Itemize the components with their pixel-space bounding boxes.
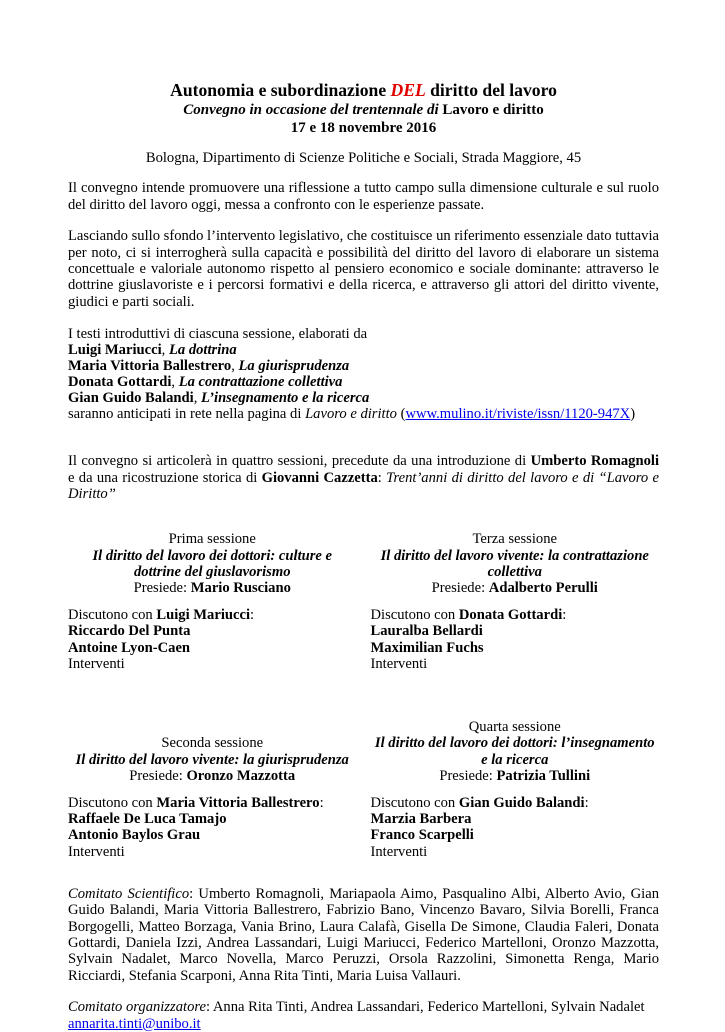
author-name: Gian Guido Balandi [68,390,194,407]
title-highlight: DEL [390,80,426,100]
sessions-intro-text: Il convegno si articolerà in quattro sessioni, precedute da una introduzione di [68,453,531,470]
paren-close: ) [630,406,636,423]
discutono-line [68,607,357,623]
journal-link[interactable]: www.mulino.it/riviste/issn/1120-947X [405,406,631,423]
discutono-label: Discutono con [68,607,157,624]
conference-subtitle [68,101,659,119]
interventi-label: Interventi [370,655,428,672]
author-name: Donata Gottardi [68,374,172,391]
colon: : [584,794,589,811]
speaker-name: Riccardo Del Punta [68,623,191,640]
speaker-name: Lauralba Bellardi [370,623,483,640]
session-2-discussants [68,795,357,860]
organizing-committee-label: Comitato organizzatore [68,999,206,1016]
author-line [68,342,659,358]
speaker-name: Antoine Lyon-Caen [68,639,191,656]
sessions-grid-row-1 [68,531,659,672]
presiede-label: Presiede: [129,767,187,784]
author-work: La contrattazione collettiva [178,374,343,391]
session-1-discussants [68,607,357,672]
presiede-label: Presiede: [439,767,497,784]
president-name: Oronzo Mazzotta [186,767,296,784]
colon: : [189,885,199,902]
session-title: Il diritto del lavoro dei dottori: l’insegnamento e la ricerca [374,735,655,768]
sessions-intro [68,453,659,502]
discutono-line [371,795,660,811]
discutono-line [371,607,660,623]
tail-pre: saranno anticipati in rete nella pagina di [68,406,306,423]
session-2-header [68,735,357,784]
presiede-line [371,580,660,596]
session-title: Il diritto del lavoro vivente: la contrattazione collettiva [380,547,649,580]
comma: , [193,390,198,407]
speaker-name: Franco Scarpelli [370,827,474,844]
session-name: Quarta sessione [468,719,561,736]
discutono-label: Discutono con [370,794,459,811]
lead-discussant: Maria Vittoria Ballestrero [156,794,320,811]
president-name: Patrizia Tullini [496,767,591,784]
conference-location: Bologna, Dipartimento di Scienze Politiche e Sociali, Strada Maggiore, 45 [145,150,582,166]
subtitle-italic: Convegno in occasione del trentennale di [183,102,443,118]
colon: : [319,794,324,811]
colon: : [250,607,255,624]
session-name: Seconda sessione [161,735,264,752]
subtitle-journal: Lavoro e diritto [442,102,544,118]
colon: : [377,469,387,486]
session-name: Prima sessione [168,531,256,548]
comma: , [231,358,235,375]
author-line [68,358,659,374]
historian-name: Giovanni Cazzetta [261,469,378,486]
lead-discussant: Donata Gottardi [458,607,563,624]
interventi-label: Interventi [370,843,428,860]
presiede-line [68,580,357,596]
president-name: Adalberto Perulli [488,580,598,597]
conference-title [68,80,659,101]
president-name: Mario Rusciano [190,580,291,597]
scientific-committee-members: Umberto Romagnoli, Mariapaola Aimo, Pasqualino Albi, Alberto Avio, Gian Guido Balandi, Maria Vittoria Ballestrero, Fabrizio Bano, Vincenzo Bavaro, Silvia Borelli, Franca Borgogelli, Matteo Borzaga, Vania Brino, Laura Calafà, Gisella De Simone, Claudia Faleri, Donata Gottardi, Daniela Izzi, Andrea Lassandari, Luigi Mariucci, Federico Martelloni, Oronzo Mazzotta, Sylvain Nadalet, Marco Novella, Marco Peruzzi, Orsola Razzolini, Simonetta Renga, Mario Ricciardi, Stefania Scarponi, Anna Rita Tinti, Maria Luisa Vallauri. [68,885,660,984]
speaker-name: Marzia Barbera [370,811,472,828]
speaker-name: Raffaele De Luca Tamajo [68,811,227,828]
author-name: Luigi Mariucci [68,342,162,359]
historical-title: Trent’anni di diritto del lavoro e di “Lavoro e Diritto” [68,469,659,503]
intro-paragraph-1: Il convegno intende promuovere una riflessione a tutto campo sulla dimensione culturale e sul ruolo del diritto del lavoro oggi, messa a confronto con le esperienze passate. [68,180,659,213]
discutono-label: Discutono con [68,794,157,811]
author-line [68,374,659,390]
sessions-intro-text: e da una ricostruzione storica di [68,469,262,486]
colon: : [205,999,213,1016]
texts-lead: I testi introduttivi di ciascuna sessione, elaborati da [68,326,368,343]
session-1-header [68,531,357,596]
interventi-label: Interventi [68,843,125,860]
sessions-grid-row-2 [68,701,659,860]
session-3-header [371,531,660,596]
organizing-committee-members: Anna Rita Tinti, Andrea Lassandari, Federico Martelloni, Sylvain Nadalet [212,999,645,1016]
texts-tail [68,406,659,422]
session-4-header [371,719,660,784]
presiede-label: Presiede: [133,580,191,597]
introducer-name: Umberto Romagnoli [530,453,659,470]
discutono-line [68,795,357,811]
paren-open: ( [400,406,406,423]
title-pre: Autonomia e subordinazione [170,80,391,100]
presiede-line [68,768,357,784]
title-post: diritto del lavoro [425,80,557,100]
author-work: L’insegnamento e la ricerca [201,390,370,407]
comma: , [161,342,166,359]
session-title: Il diritto del lavoro vivente: la giurisprudenza [75,751,349,768]
interventi-label: Interventi [68,655,125,672]
email-link[interactable]: annarita.tinti@unibo.it [68,1015,201,1032]
lead-discussant: Gian Guido Balandi [458,794,585,811]
comma: , [171,374,176,391]
presiede-label: Presiede: [431,580,489,597]
scientific-committee-label: Comitato Scientifico [68,885,190,902]
author-line [68,390,659,406]
journal-name: Lavoro e diritto [305,406,397,423]
session-title: Il diritto del lavoro dei dottori: culture e dottrine del giuslavorismo [92,547,333,580]
introductory-texts-block [68,326,659,422]
speaker-name: Antonio Baylos Grau [68,827,201,844]
colon: : [562,607,567,624]
author-work: La giurisprudenza [238,358,350,375]
organizing-committee [68,999,659,1015]
lead-discussant: Luigi Mariucci [156,607,251,624]
speaker-name: Maximilian Fuchs [370,639,484,656]
session-name: Terza sessione [472,531,557,548]
author-name: Maria Vittoria Ballestrero [68,358,232,375]
scientific-committee [68,886,659,984]
discutono-label: Discutono con [370,607,459,624]
presiede-line [371,768,660,784]
intro-paragraph-2: Lasciando sullo sfondo l’intervento legislativo, che costituisce un riferimento essenziale dato tuttavia per noto, ci si interrogherà sulla capacità e possibilità del diritto del lavoro di elaborare un sistema concettuale e valoriale autonomo rispetto al pensiero economico e sociale dominante: attraverso le dottrine giuslavoriste e i percorsi formativi e della ricerca, e attraverso gli attori del diritto vivente, giudici e parti sociali. [68,228,659,310]
conference-date: 17 e 18 novembre 2016 [290,120,437,136]
author-work: La dottrina [168,342,237,359]
session-4-discussants [371,795,660,860]
session-3-discussants [371,607,660,672]
